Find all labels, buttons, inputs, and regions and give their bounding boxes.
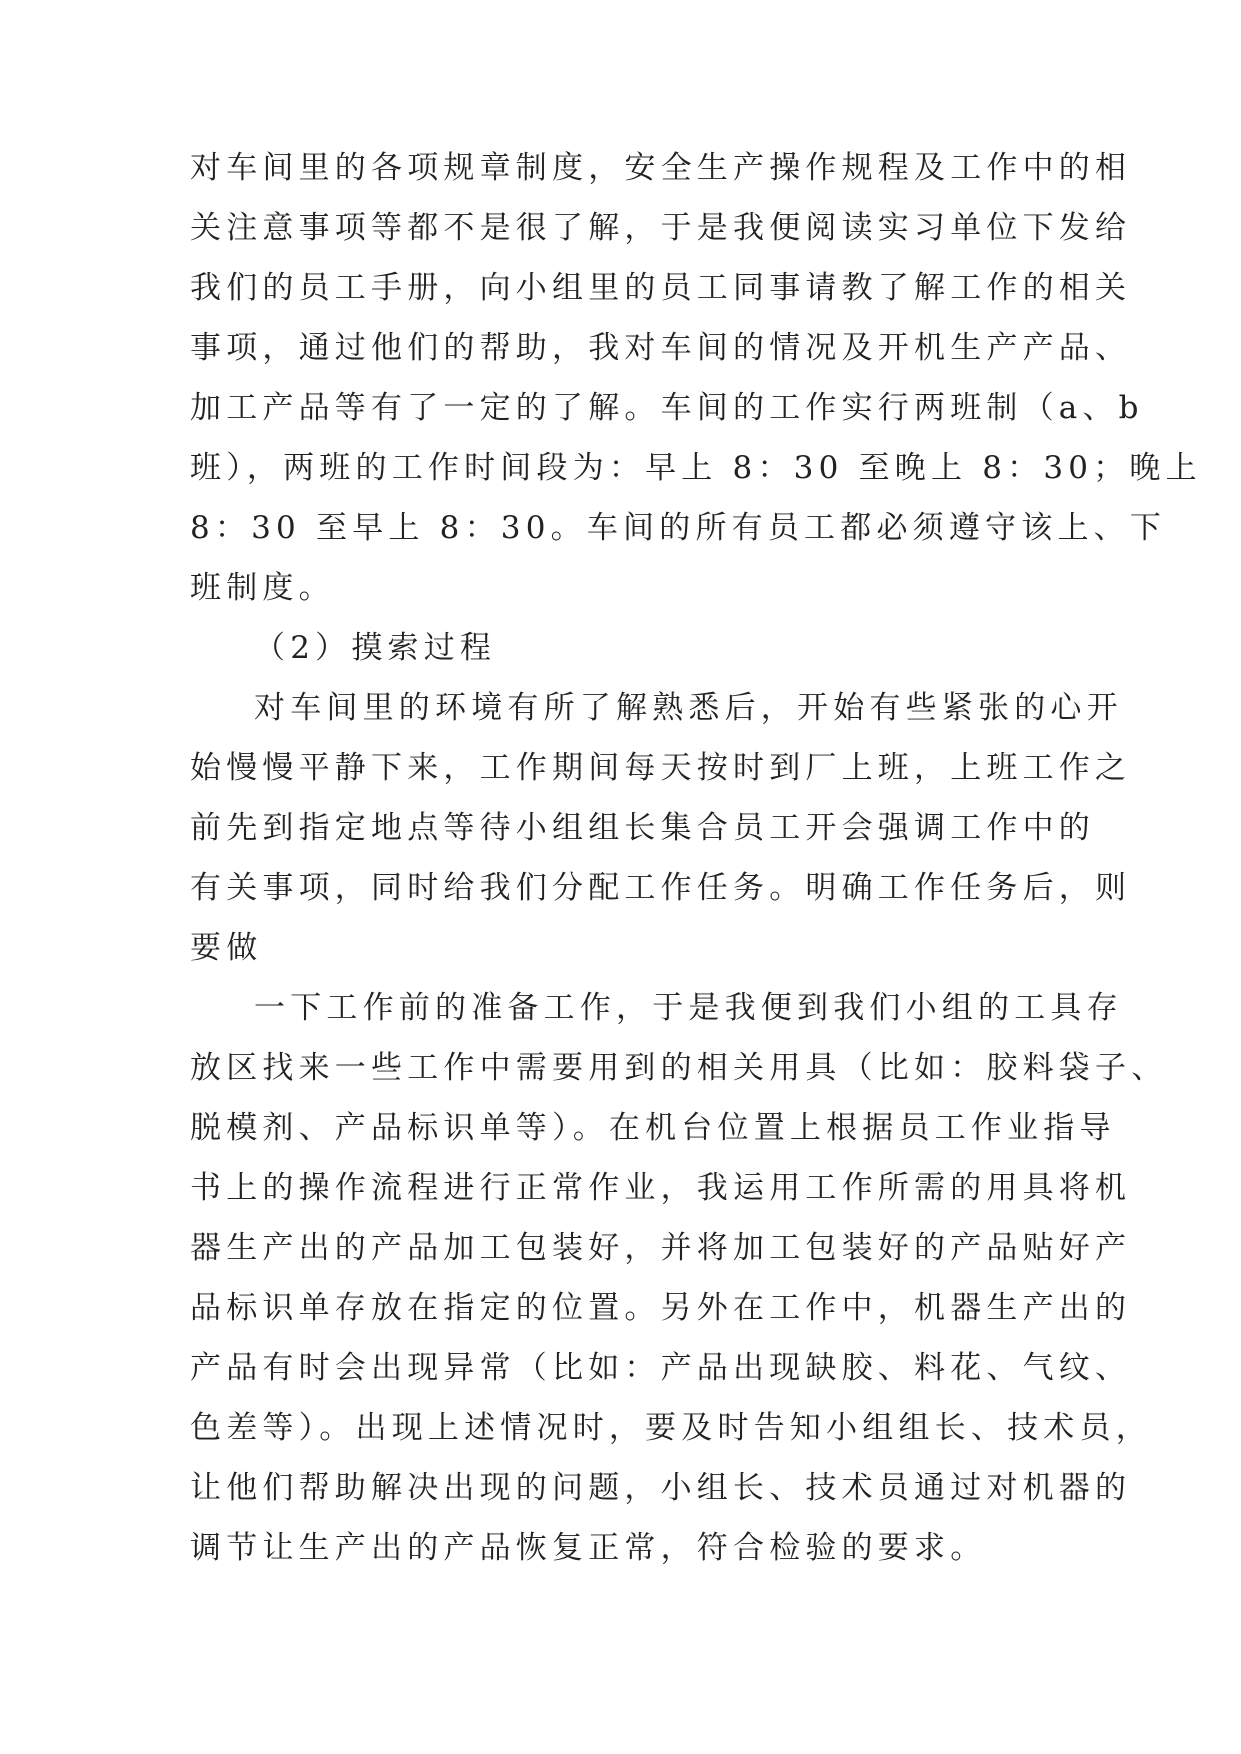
- text-line: 要做: [190, 930, 263, 966]
- text-line: 品标识单存放在指定的位置。另外在工作中，机器生产出的: [190, 1290, 1132, 1326]
- text-line: 脱模剂、产品标识单等）。在机台位置上根据员工作业指导: [190, 1110, 1116, 1146]
- text-line: 8：30 至早上 8：30。车间的所有员工都必须遵守该上、下: [190, 510, 1167, 546]
- text-line: 对车间里的各项规章制度，安全生产操作规程及工作中的相: [190, 150, 1132, 186]
- section-heading: （2）摸索过程: [254, 630, 497, 666]
- text-line: 关注意事项等都不是很了解，于是我便阅读实习单位下发给: [190, 210, 1132, 246]
- text-line: 放区找来一些工作中需要用到的相关用具（比如：胶料袋子、: [190, 1050, 1168, 1086]
- paragraph-first-line: 对车间里的环境有所了解熟悉后，开始有些紧张的心开: [254, 690, 1123, 726]
- text-line: 色差等）。出现上述情况时，要及时告知小组组长、技术员，: [190, 1410, 1152, 1446]
- text-line: 让他们帮助解决出现的问题，小组长、技术员通过对机器的: [190, 1470, 1132, 1506]
- text-line: 调节让生产出的产品恢复正常，符合检验的要求。: [190, 1530, 987, 1566]
- paragraph-first-line: 一下工作前的准备工作，于是我便到我们小组的工具存: [254, 990, 1123, 1026]
- text-line: 前先到指定地点等待小组组长集合员工开会强调工作中的: [190, 810, 1095, 846]
- text-line: 有关事项，同时给我们分配工作任务。明确工作任务后，则: [190, 870, 1132, 906]
- text-line: 加工产品等有了一定的了解。车间的工作实行两班制（a、b: [190, 390, 1144, 426]
- text-line: 产品有时会出现异常（比如：产品出现缺胶、料花、气纹、: [190, 1350, 1132, 1386]
- text-line: 班制度。: [190, 570, 335, 606]
- text-line: 始慢慢平静下来，工作期间每天按时到厂上班，上班工作之: [190, 750, 1132, 786]
- text-line: 事项，通过他们的帮助，我对车间的情况及开机生产产品、: [190, 330, 1132, 366]
- text-line: 器生产出的产品加工包装好，并将加工包装好的产品贴好产: [190, 1230, 1132, 1266]
- text-line: 我们的员工手册，向小组里的员工同事请教了解工作的相关: [190, 270, 1132, 306]
- text-line: 书上的操作流程进行正常作业，我运用工作所需的用具将机: [190, 1170, 1132, 1206]
- text-line: 班），两班的工作时间段为：早上 8：30 至晚上 8：30；晚上: [190, 450, 1202, 486]
